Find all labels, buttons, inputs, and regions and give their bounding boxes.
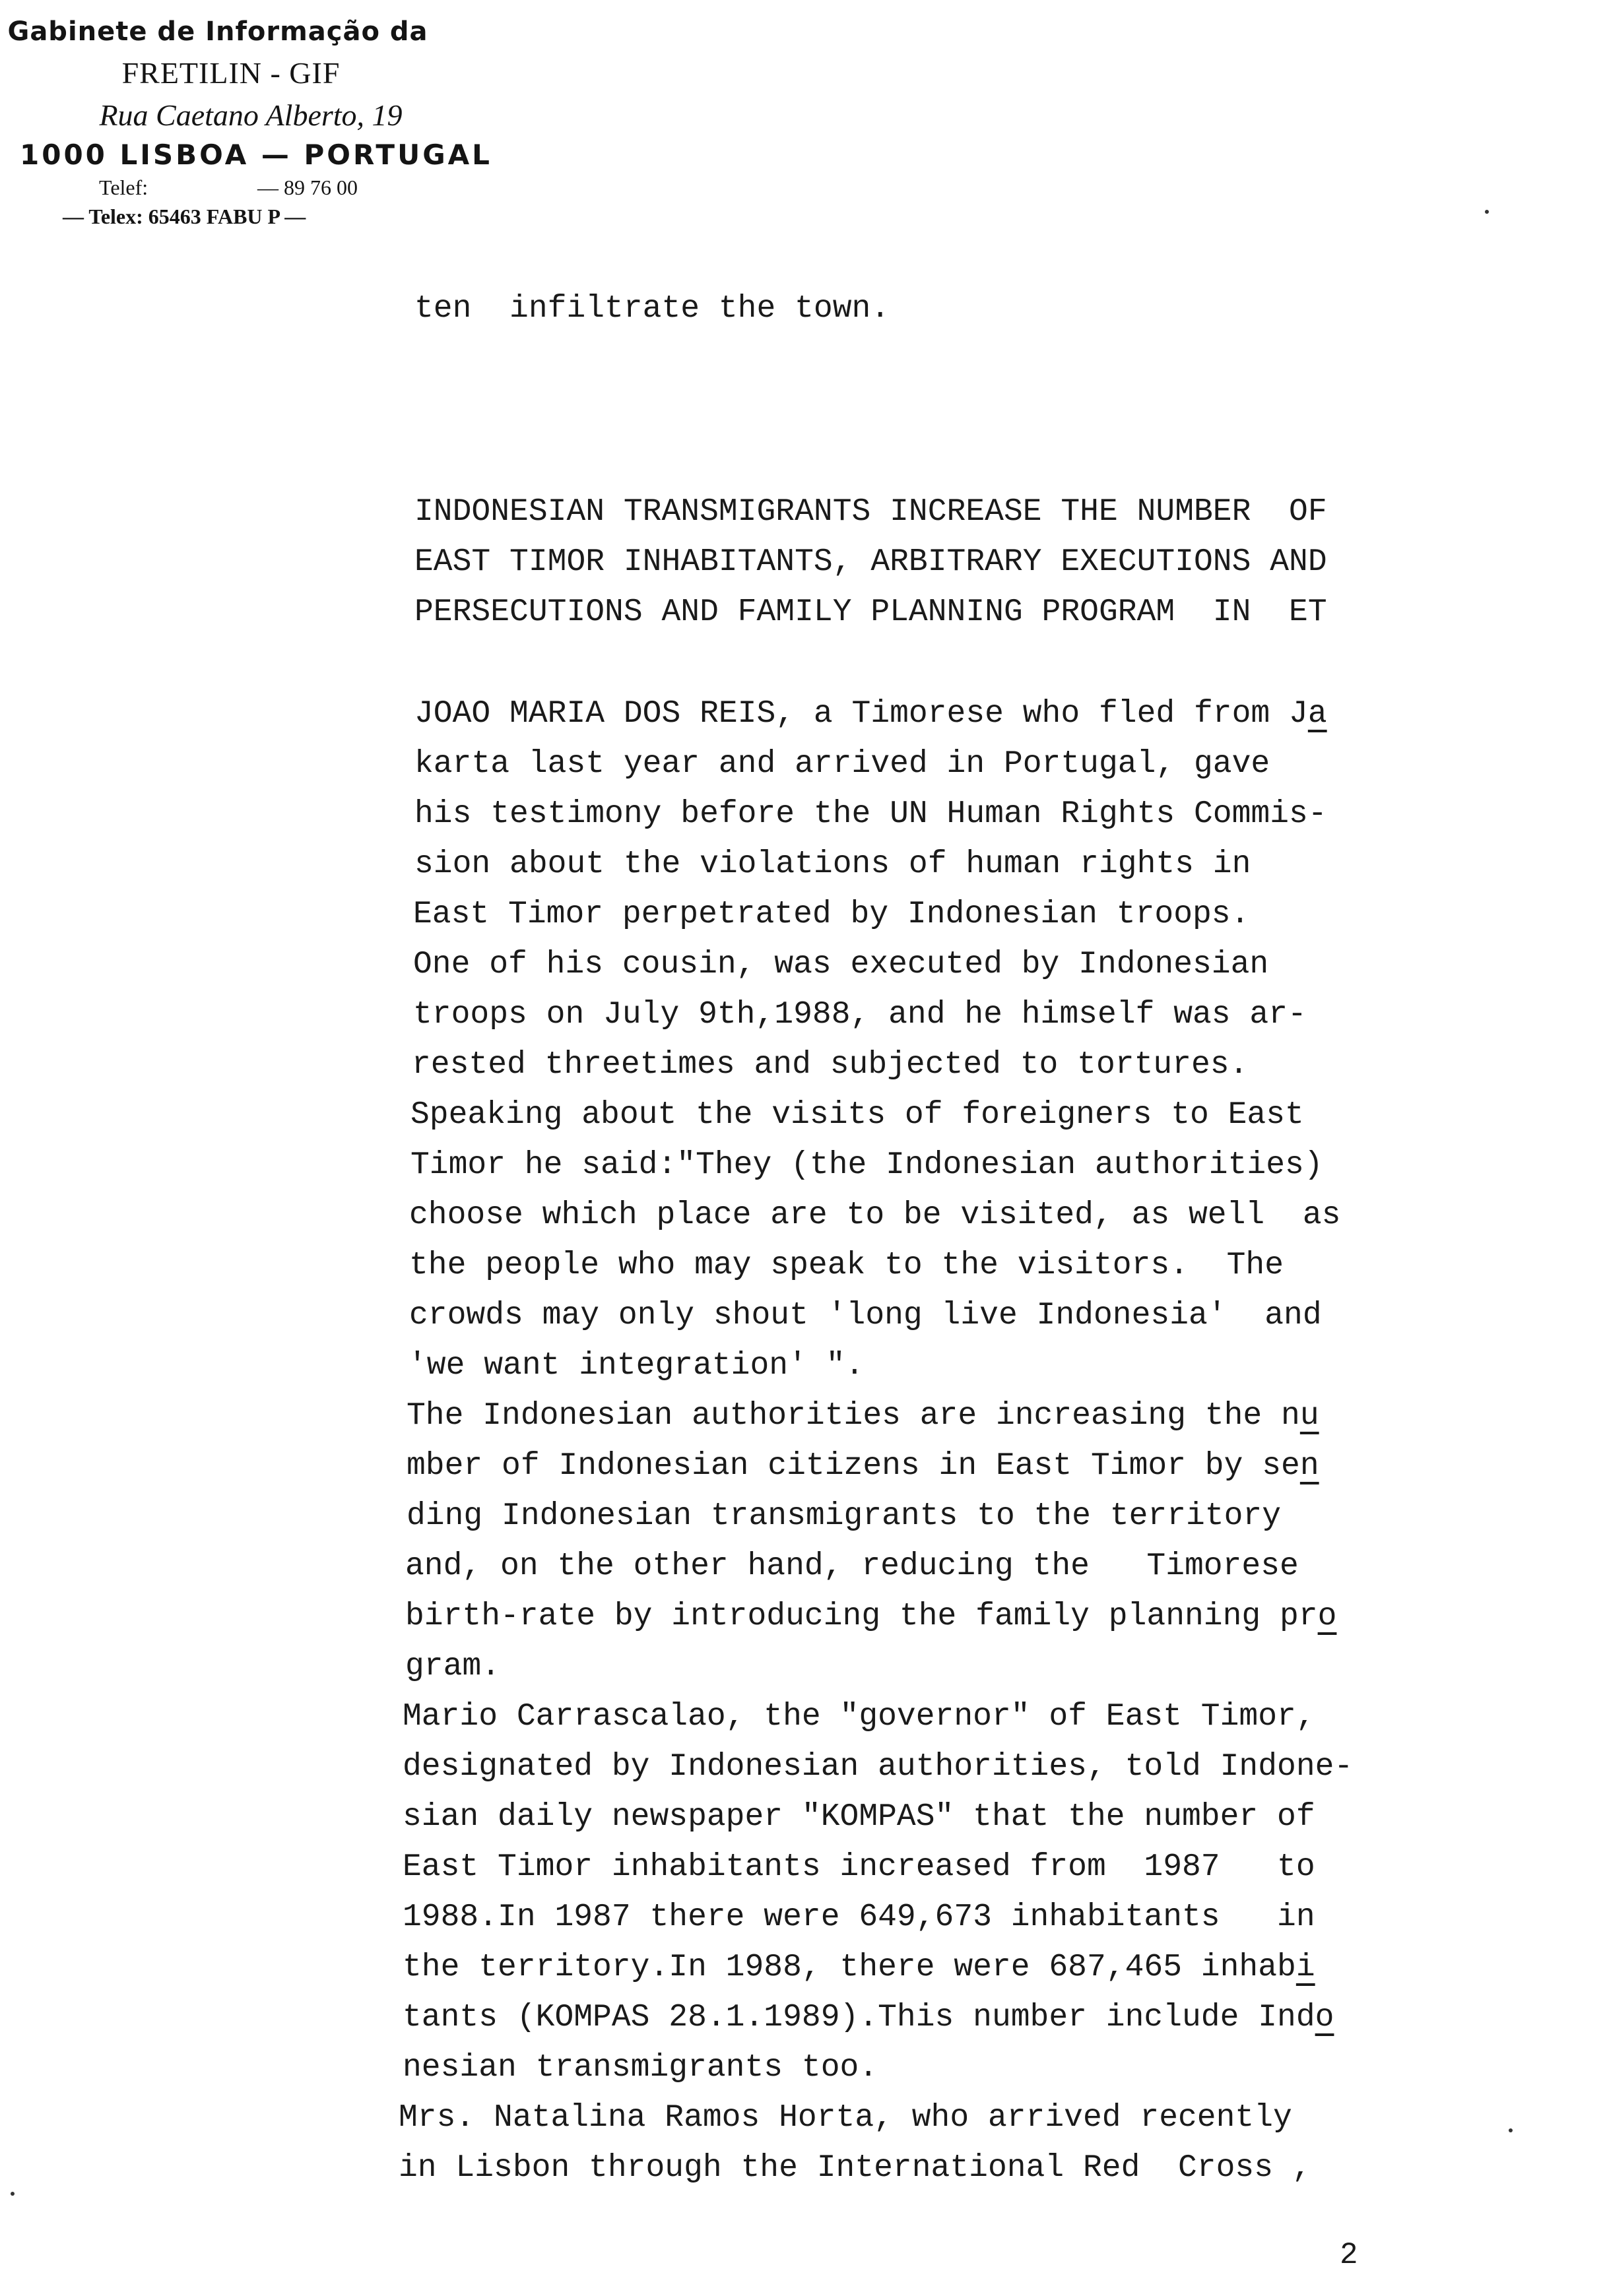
- text-line: [407, 1450, 1319, 1482]
- page-number: 2: [1340, 2238, 1358, 2272]
- text-line: ten infiltrate the town.: [414, 291, 890, 327]
- text-line: Speaking about the visits of foreigners to East: [410, 1097, 1304, 1133]
- underlined-letter: o: [1315, 2000, 1334, 2035]
- text-line: nesian transmigrants too.: [403, 2050, 878, 2086]
- scan-speck: [11, 2192, 15, 2196]
- text-line: Timor he said:"They (the Indonesian authorities): [410, 1147, 1323, 1183]
- underlined-letter: i: [1295, 1950, 1315, 1985]
- letterhead-address: Rua Caetano Alberto, 19: [99, 98, 403, 132]
- text-line: choose which place are to be visited, as well as: [409, 1197, 1341, 1233]
- text-line: Mario Carrascalao, the "governor" of East Timor,: [403, 1699, 1315, 1735]
- letterhead-telephone-row: [0, 177, 462, 198]
- text-line: rested threetimes and subjected to tortures.: [412, 1047, 1249, 1083]
- text-line: East Timor perpetrated by Indonesian troops.: [413, 897, 1250, 932]
- text-line: 'we want integration' ".: [408, 1348, 865, 1384]
- scan-speck: [1485, 210, 1489, 214]
- text-line: the people who may speak to the visitors. The: [409, 1248, 1284, 1283]
- text-line: and, on the other hand, reducing the Timorese: [405, 1548, 1299, 1584]
- text-line: sion about the violations of human rights in: [414, 846, 1251, 882]
- text-segment: The Indonesian authorities are increasing the n: [407, 1398, 1300, 1434]
- text-segment: the territory.In 1988, there were 687,465 inhab: [403, 1950, 1296, 1985]
- text-line: in Lisbon through the International Red Cross ,: [399, 2150, 1311, 2186]
- text-line: [414, 698, 1327, 730]
- underlined-letter: a: [1307, 696, 1327, 732]
- text-line: ding Indonesian transmigrants to the territory: [407, 1498, 1282, 1534]
- letterhead-organization: Gabinete de Informação da: [7, 16, 428, 47]
- text-line: One of his cousin, was executed by Indonesian: [413, 947, 1269, 982]
- text-segment: tants (KOMPAS 28.1.1989).This number include Ind: [403, 2000, 1315, 2035]
- text-line: [403, 2002, 1334, 2033]
- letterhead-city: 1000 LISBOA — PORTUGAL: [20, 139, 492, 171]
- headline-line: EAST TIMOR INHABITANTS, ARBITRARY EXECUTIONS AND: [414, 544, 1327, 580]
- text-line: [407, 1400, 1319, 1432]
- text-segment: JOAO MARIA DOS REIS, a Timorese who fled from J: [414, 696, 1308, 732]
- text-line: East Timor inhabitants increased from 1987 to: [403, 1849, 1315, 1885]
- headline-line: PERSECUTIONS AND FAMILY PLANNING PROGRAM IN ET: [414, 594, 1327, 630]
- text-line: karta last year and arrived in Portugal, gave: [414, 746, 1270, 782]
- text-line: [403, 1952, 1315, 1983]
- text-segment: birth-rate by introducing the family planning pr: [405, 1599, 1318, 1634]
- letterhead-stamp: [0, 16, 492, 228]
- scan-speck: [1509, 2128, 1513, 2132]
- underlined-letter: n: [1299, 1448, 1319, 1484]
- letterhead-name: FRETILIN - GIF: [121, 56, 341, 90]
- text-line: designated by Indonesian authorities, told Indone-: [403, 1749, 1354, 1785]
- text-segment: mber of Indonesian citizens in East Timor by se: [407, 1448, 1300, 1484]
- text-line: troops on July 9th,1988, and he himself was ar-: [413, 997, 1307, 1033]
- underlined-letter: o: [1317, 1599, 1337, 1634]
- underlined-letter: u: [1299, 1398, 1319, 1434]
- text-line: gram.: [405, 1649, 501, 1684]
- letterhead-telex: — Telex: 65463 FABU P —: [63, 205, 306, 228]
- text-line: 1988.In 1987 there were 649,673 inhabitants in: [403, 1899, 1315, 1935]
- text-line: [405, 1601, 1336, 1632]
- headline-line: INDONESIAN TRANSMIGRANTS INCREASE THE NUMBER OF: [414, 494, 1327, 530]
- text-line: Mrs. Natalina Ramos Horta, who arrived recently: [399, 2100, 1292, 2136]
- text-line: sian daily newspaper "KOMPAS" that the number of: [403, 1799, 1315, 1835]
- letterhead-telephone: — 89 76 00: [257, 175, 358, 199]
- letterhead-telephone-label: Telef:: [99, 175, 148, 199]
- text-line: crowds may only shout 'long live Indonesia' and: [409, 1298, 1322, 1333]
- text-line: his testimony before the UN Human Rights Commis-: [414, 796, 1327, 832]
